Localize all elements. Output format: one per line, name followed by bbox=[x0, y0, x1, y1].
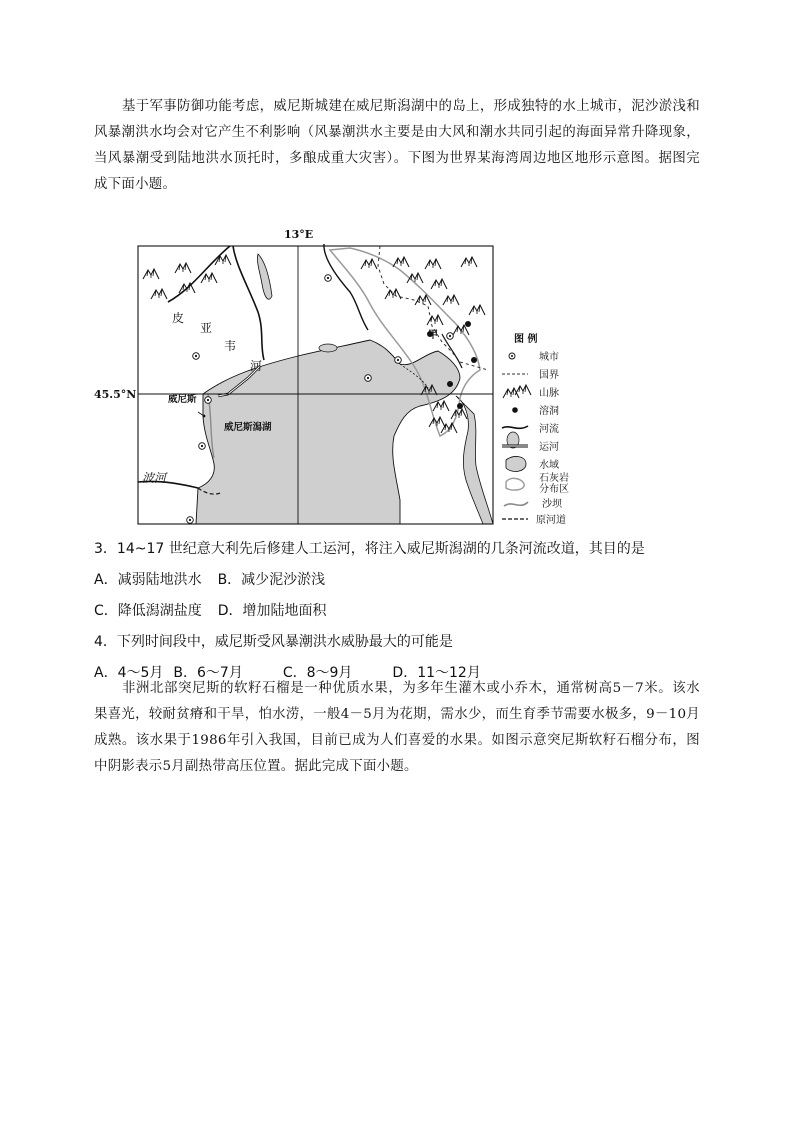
legend-canal: 运河 bbox=[539, 442, 559, 453]
legend-border: 国界 bbox=[539, 370, 559, 381]
legend-title: 图 例 bbox=[514, 334, 538, 345]
q3-option-c[interactable]: C．降低潟湖盐度 bbox=[94, 603, 202, 619]
map-legend bbox=[502, 332, 569, 526]
q4-option-b[interactable]: B．6～7月 bbox=[173, 665, 243, 681]
question-3-options-row1 bbox=[94, 569, 325, 589]
legend-sandbar: 沙坝 bbox=[542, 499, 562, 510]
river-piave-label-4: 河 bbox=[250, 359, 263, 373]
q3-option-b[interactable]: B．减少泥沙淤浅 bbox=[217, 572, 326, 588]
jia-label: 甲 bbox=[428, 330, 438, 341]
legend-cave: 溶洞 bbox=[539, 406, 559, 417]
river-piave-label-1: 皮 bbox=[172, 311, 185, 325]
legend-old-channel: 原河道 bbox=[536, 515, 566, 526]
passage-venice: 基于军事防御功能考虑，威尼斯城建在威尼斯潟湖中的岛上，形成独特的水上城市，泥沙淤浅和风暴潮洪水均会对它产生不利影响（风暴潮洪水主要是由大风和潮水共同引起的海面异常升降现象，当风暴潮受到陆地洪水顶托时，多酿成重大灾害）。下图为世界某海湾周边地区地形示意图。据图完成下面小题。 bbox=[94, 99, 700, 192]
legend-limestone-1: 石灰岩 bbox=[539, 473, 569, 484]
venice-terrain-map bbox=[94, 226, 638, 526]
q4-option-c[interactable]: C．8～9月 bbox=[282, 665, 353, 681]
q4-option-d[interactable]: D．11～12月 bbox=[392, 665, 481, 681]
legend-mountain: 山脉 bbox=[539, 388, 559, 399]
legend-water: 水域 bbox=[539, 460, 559, 471]
longitude-label: 13°E bbox=[284, 228, 314, 241]
latitude-label: 45.5°N bbox=[94, 388, 137, 401]
q4-option-a[interactable]: A．4～5月 bbox=[94, 665, 164, 681]
lagoon-label: 威尼斯潟湖 bbox=[224, 422, 272, 433]
river-piave-label-3: 韦 bbox=[224, 339, 237, 353]
question-4-stem: 4．下列时间段中，威尼斯受风暴潮洪水威胁最大的可能是 bbox=[94, 634, 453, 650]
legend-river: 河流 bbox=[539, 424, 559, 435]
river-piave-label-2: 亚 bbox=[200, 321, 213, 335]
inland-lake bbox=[257, 254, 272, 299]
legend-limestone-2: 分布区 bbox=[539, 484, 569, 495]
legend-city: 城市 bbox=[539, 352, 559, 363]
river-north bbox=[168, 246, 230, 302]
q3-option-a[interactable]: A．减弱陆地洪水 bbox=[94, 572, 202, 588]
question-3-options-row2 bbox=[94, 600, 327, 620]
question-3-stem: 3．14~17 世纪意大利先后修建人工运河，将注入威尼斯潟湖的几条河流改道，其目的是 bbox=[94, 541, 645, 557]
po-river-label: 波河 bbox=[142, 471, 167, 485]
q3-option-d[interactable]: D．增加陆地面积 bbox=[217, 603, 327, 619]
venice-label: 威尼斯 bbox=[168, 394, 197, 405]
passage-pomegranate: 非洲北部突尼斯的软籽石榴是一种优质水果，为多年生灌木或小乔木，通常树高5－7米。该水果喜光，较耐贫瘠和干旱，怕水涝，一般4－5月为花期，需水少，而生育季节需要水极多，9－10月成熟。该水果于1986年引入我国，目前已成为人们喜爱的水果。如图示意突尼斯软籽石榴分布，图中阴影表示5月副热带高压位置。据此完成下面小题。 bbox=[94, 681, 700, 774]
